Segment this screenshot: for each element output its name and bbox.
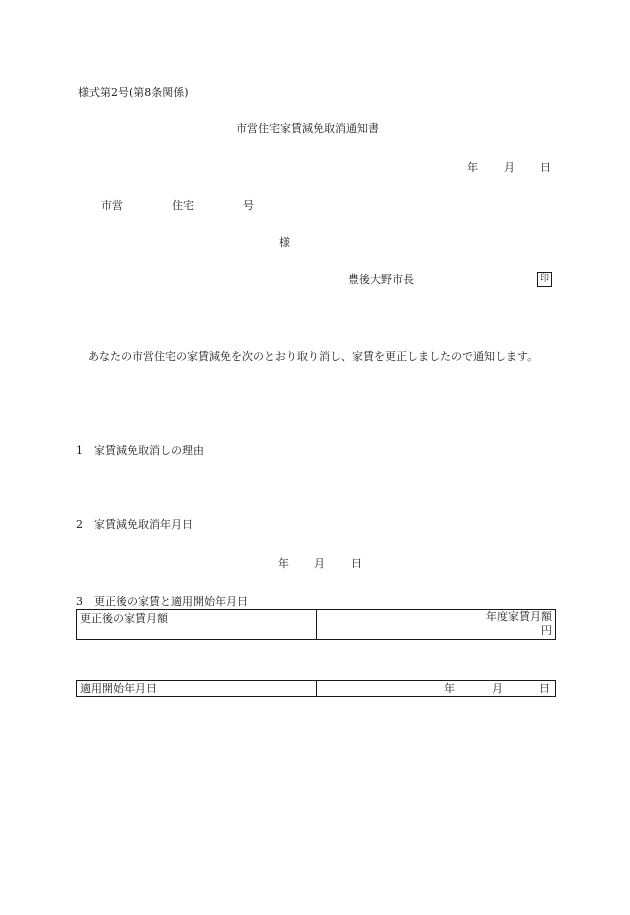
notice-date-day: 日 <box>540 161 551 174</box>
seal-mark: 印 <box>537 272 552 287</box>
section-2-title: 2 家賃減免取消年月日 <box>76 518 193 531</box>
notice-body: あなたの市営住宅の家賃減免を次のとおり取り消し、家賃を更正しましたので通知します。 <box>88 350 539 363</box>
revised-rent-table <box>76 609 556 640</box>
fiscal-year-rent-label: 年度家賃月額 <box>486 610 552 623</box>
issuer-name: 豊後大野市長 <box>348 273 414 286</box>
revised-rent-value-cell <box>317 610 556 640</box>
yen-unit: 円 <box>541 624 552 637</box>
start-date-table <box>76 680 556 697</box>
table-row <box>77 610 556 640</box>
address-housing: 住宅 <box>172 199 194 212</box>
recipient-honorific: 様 <box>279 236 290 249</box>
start-date-day: 日 <box>539 682 550 695</box>
address-number: 号 <box>243 199 254 212</box>
start-date-label: 適用開始年月日 <box>77 681 317 697</box>
start-date-value-cell <box>317 681 556 697</box>
address-prefix: 市営 <box>101 199 123 212</box>
cancellation-date-month: 月 <box>314 557 325 570</box>
start-date-year: 年 <box>444 682 455 695</box>
section-1-title: 1 家賃減免取消しの理由 <box>76 444 204 457</box>
notice-date-year: 年 <box>467 161 478 174</box>
revised-rent-label: 更正後の家賃月額 <box>77 610 317 640</box>
cancellation-date-day: 日 <box>351 557 362 570</box>
form-number: 様式第2号(第8条関係) <box>78 86 189 99</box>
cancellation-date-year: 年 <box>278 557 289 570</box>
notice-date-month: 月 <box>504 161 515 174</box>
document-title: 市営住宅家賃減免取消通知書 <box>236 122 379 135</box>
start-date-month: 月 <box>492 682 503 695</box>
section-3-title: 3 更正後の家賃と適用開始年月日 <box>76 595 248 608</box>
table-row <box>77 681 556 697</box>
